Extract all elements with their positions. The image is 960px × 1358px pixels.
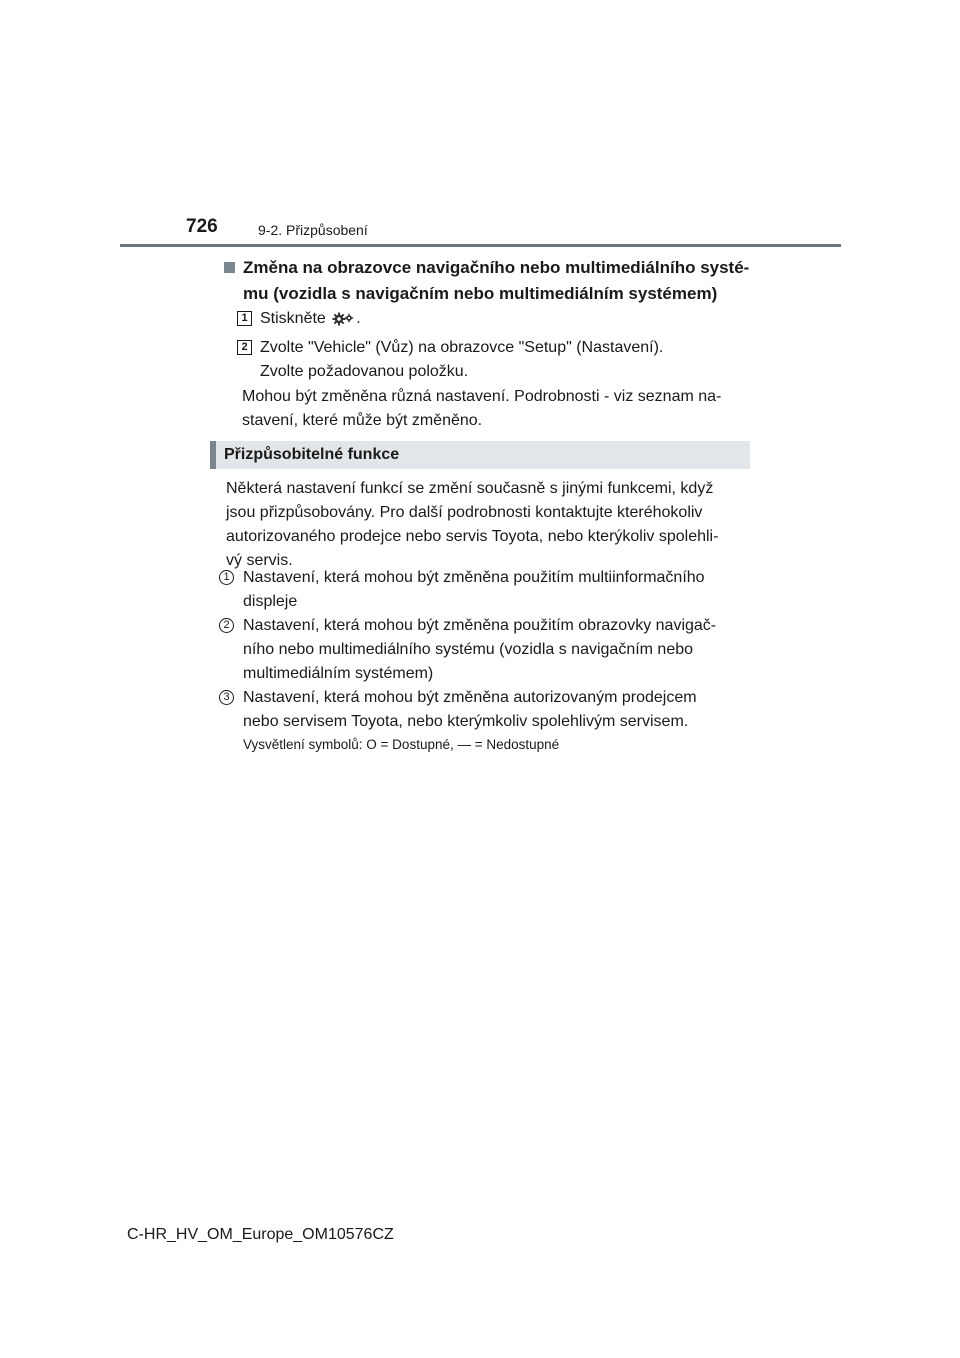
step-number-box: 1 bbox=[237, 311, 252, 326]
header-divider bbox=[120, 244, 841, 247]
section-breadcrumb: 9-2. Přizpůsobení bbox=[258, 222, 368, 238]
list-item: Nastavení, která mohou být změněna použitím obrazovky navigač- ního nebo multimediálního systému (vozidla s navigačním nebo multimediálním systémem) bbox=[243, 617, 717, 682]
list-item: Nastavení, která mohou být změněna použitím multiinformačního displeje bbox=[243, 569, 705, 610]
list-item: Nastavení, která mohou být změněna autorizovaným prodejcem nebo servisem Toyota, nebo kterýmkoliv spolehlivým servisem. bbox=[243, 689, 697, 730]
step-number-box: 2 bbox=[237, 340, 252, 355]
section-heading bbox=[243, 255, 753, 307]
circled-number: 3 bbox=[219, 690, 234, 705]
gear-icon bbox=[332, 310, 354, 334]
heading-line: mu (vozidla s navigačním nebo multimediálním systémem) bbox=[243, 284, 718, 303]
page-number: 726 bbox=[186, 216, 218, 237]
section-band bbox=[210, 441, 750, 469]
document-code-footer: C-HR_HV_OM_Europe_OM10576CZ bbox=[127, 1226, 394, 1243]
circled-number: 1 bbox=[219, 570, 234, 585]
band-accent-bar bbox=[210, 441, 216, 469]
circled-number: 2 bbox=[219, 618, 234, 633]
square-bullet-icon bbox=[224, 262, 235, 273]
symbol-legend: Vysvětlení symbolů: O = Dostupné, — = Nedostupné bbox=[243, 737, 560, 752]
step-1-text: Stiskněte . bbox=[260, 307, 361, 334]
section-band-title: Přizpůsobitelné funkce bbox=[224, 446, 400, 463]
step-2-text: Zvolte "Vehicle" (Vůz) na obrazovce "Setup" (Nastavení). Zvolte požadovanou položku. bbox=[260, 339, 664, 380]
note-paragraph: Mohou být změněna různá nastavení. Podrobnosti - viz seznam na- stavení, které může být změněno. bbox=[242, 388, 722, 429]
heading-line: Změna na obrazovce navigačního nebo multimediálního systé- bbox=[243, 258, 750, 277]
intro-paragraph: Některá nastavení funkcí se změní současně s jinými funkcemi, když jsou přizpůsobovány. Pro další podrobnosti kontaktujte kteréhokoliv autorizovaného prodejce nebo servis Toyota, nebo kterýkoliv spolehli- vý servis. bbox=[226, 480, 719, 569]
